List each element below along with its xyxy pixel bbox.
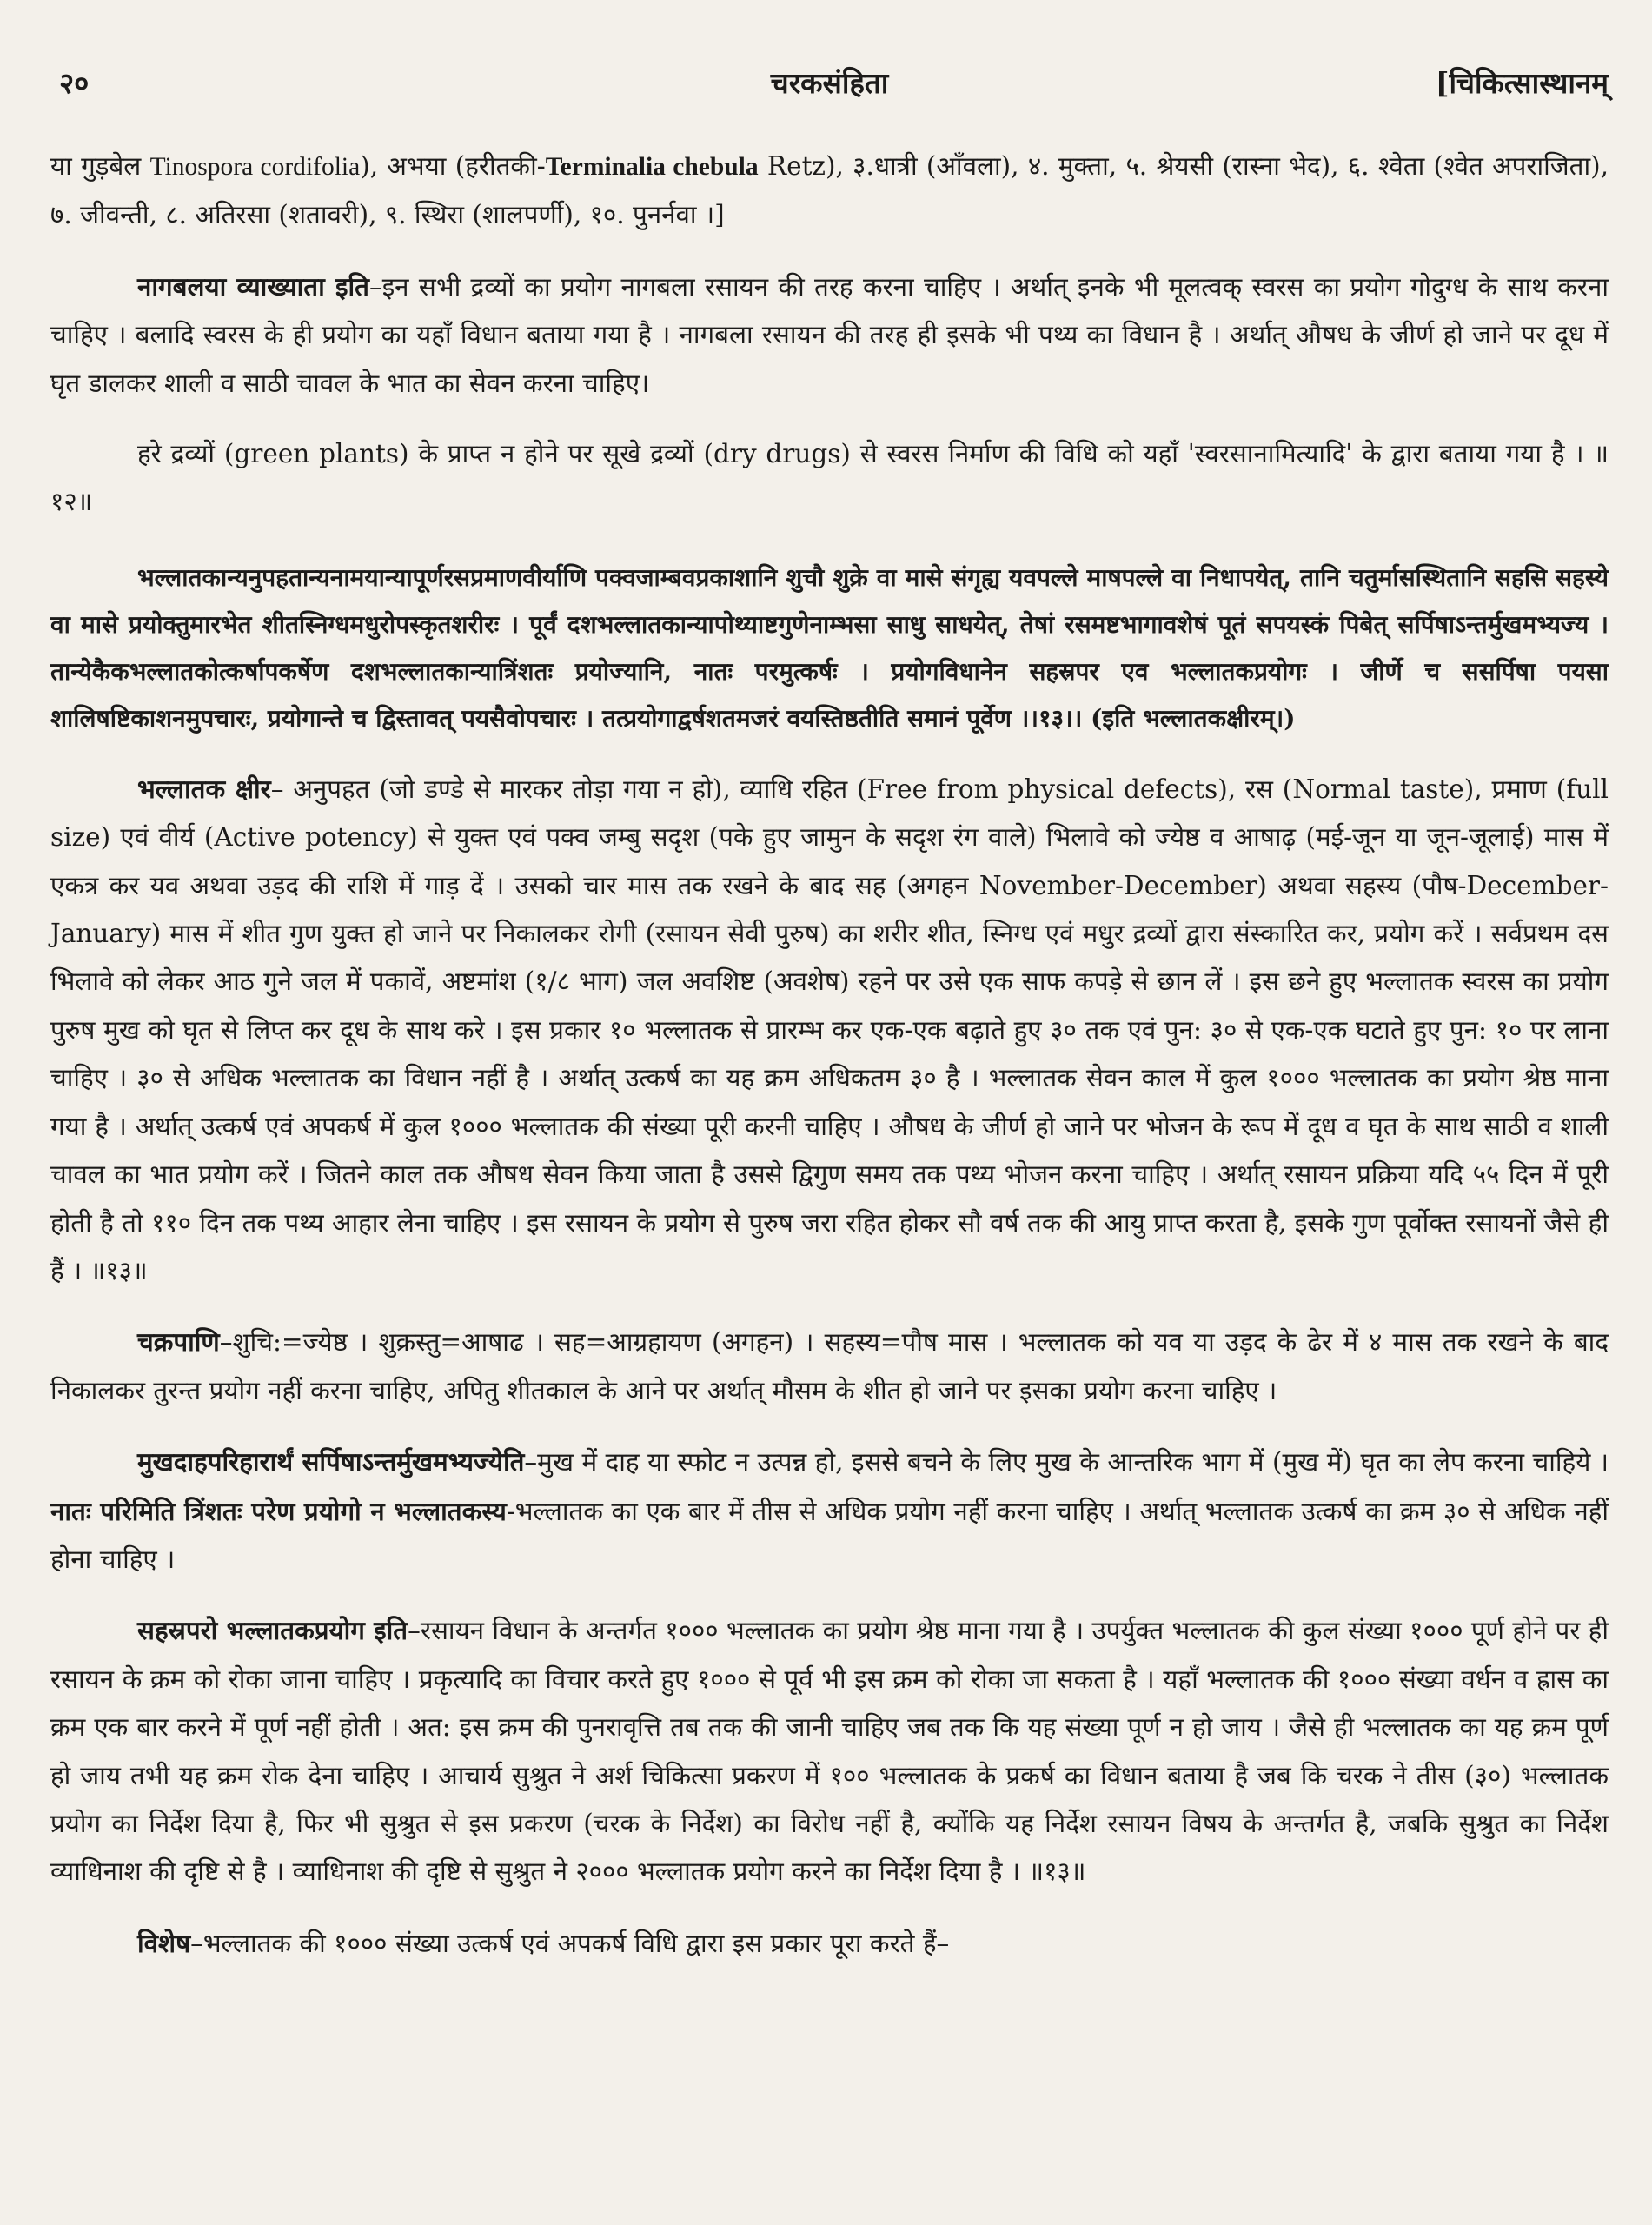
paragraph-bhallataka-kshira: भल्लातक क्षीर– अनुपहत (जो डण्डे से मारकर तोड़ा गया न हो), व्याधि रहित (Free from physical defects), रस (Normal taste), प्रमाण (full size) एवं वीर्य (Active potency) से युक्त एवं पक्व जम्बु सदृश (पके हुए जामुन के सदृश रंग वाले) भिलावे को ज्येष्ठ व आषाढ़ (मई-जून या जून-जूलाई) मास में एकत्र कर यव अथवा उड़द की राशि में गाड़ दें । उसको चार मास तक रखने के बाद सह (अगहन November-December) अथवा सहस्य (पौष-December-January) मास में शीत गुण युक्त हो जाने पर निकालकर रोगी (रसायन सेवी पुरुष) का शरीर शीत, स्निग्ध एवं मधुर द्रव्यों द्वारा संस्कारित कर, प्रयोग करें । सर्वप्रथम दस भिलावे को लेकर आठ गुने जल में पकावें, अष्टमांश (१/८ भाग) जल अवशिष्ट (अवशेष) रहने पर उसे एक साफ कपड़े से छान लें । इस छने हुए भल्लातक स्वरस का प्रयोग पुरुष मुख को घृत से लिप्त कर दूध के साथ करे । इस प्रकार १० भल्लातक से प्रारम्भ कर एक-एक बढ़ाते हुए ३० तक एवं पुन: ३० से एक-एक घटाते हुए पुन: १० पर लाना चाहिए । ३० से अधिक भल्लातक का विधान नहीं है । अर्थात् उत्कर्ष का यह क्रम अधिकतम ३० है । भल्लातक सेवन काल में कुल १००० भल्लातक का प्रयोग श्रेष्ठ माना गया है । अर्थात् उत्कर्ष एवं अपकर्ष में कुल १००० भल्लातक की संख्या पूरी करनी चाहिए । औषध के जीर्ण हो जाने पर भोजन के रूप में दूध व घृत के साथ साठी व शाली चावल का भात प्रयोग करें । जितने काल तक औषध सेवन किया जाता है उससे द्विगुण समय तक पथ्य भोजन करना चाहिए । अर्थात् रसायन प्रक्रिया यदि ५५ दिन में पूरी होती है तो ११० दिन तक पथ्य आहार लेना चाहिए । इस रसायन के प्रयोग से पुरुष जरा रहित होकर सौ वर्ष तक की आयु प्राप्त करता है, इसके गुण पूर्वोक्त रसायनों जैसे ही हैं । ॥१३॥ [50, 773, 1609, 1285]
commentary-heading: विशेष [137, 1927, 191, 1958]
paragraph-nagabala: नागबलया व्याख्याता इति–इन सभी द्रव्यों का प्रयोग नागबला रसायन की तरह करना चाहिए । अर्थात् इनके भी मूलत्वक् स्वरस का प्रयोग गोदुग्ध के साथ करना चाहिए । बलादि स्वरस के ही प्रयोग का यहाँ विधान बताया गया है । नागबला रसायन की तरह ही इसके भी पथ्य का विधान है । अर्थात् औषध के जीर्ण हो जाने पर दूध में घृत डालकर शाली व साठी चावल के भात का सेवन करना चाहिए। [50, 270, 1609, 398]
commentary-heading: नागबलया व्याख्याता इति [137, 270, 369, 302]
page-header [50, 54, 1609, 108]
page-body [50, 143, 1609, 1968]
running-title: चरकसंहिता [770, 66, 889, 100]
paragraph-sahasrapara: सहस्रपरो भल्लातकप्रयोग इति–रसायन विधान के अन्तर्गत १००० भल्लातक का प्रयोग श्रेष्ठ माना गया है । उपर्युक्त भल्लातक की कुल संख्या १००० पूर्ण होने पर ही रसायन के क्रम को रोका जाना चाहिए । प्रकृत्यादि का विचार करते हुए १००० से पूर्व भी इस क्रम को रोका जा सकता है । यहाँ भल्लातक की १००० संख्या वर्धन व ह्रास का क्रम एक बार करने में पूर्ण नहीं होती । अत: इस क्रम की पुनरावृत्ति तब तक की जानी चाहिए जब तक कि यह संख्या पूर्ण न हो जाय । जैसे ही भल्लातक का यह क्रम पूर्ण हो जाय तभी यह क्रम रोक देना चाहिए । आचार्य सुश्रुत ने अर्श चिकित्सा प्रकरण में १०० भल्लातक के प्रकर्ष का विधान बताया है जब कि चरक ने तीस (३०) भल्लातक प्रयोग का निर्देश दिया है, फिर भी सुश्रुत से इस प्रकरण (चरक के निर्देश) का विरोध नहीं है, क्योंकि यह निर्देश रसायन विषय के अन्तर्गत है, जबकि सुश्रुत का निर्देश व्याधिनाश की दृष्टि से है । व्याधिनाश की दृष्टि से सुश्रुत ने २००० भल्लातक प्रयोग करने का निर्देश दिया है । ॥१३॥ [50, 1615, 1609, 1887]
paragraph-mukhadaha: मुखदाहपरिहारार्थं सर्पिषाऽन्तर्मुखमभ्यज्येति–मुख में दाह या स्फोट न उत्पन्न हो, इससे बचने के लिए मुख के आन्तरिक भाग में (मुख में) घृत का लेप करना चाहिये । नातः परिमिति त्रिंशतः परेण प्रयोगो न भल्लातकस्य-भल्लातक का एक बार में तीस से अधिक प्रयोग नहीं करना चाहिए । अर्थात् भल्लातक उत्कर्ष का क्रम ३० से अधिक नहीं होना चाहिए । [50, 1446, 1609, 1574]
paragraph-vishesha: विशेष–भल्लातक की १००० संख्या उत्कर्ष एवं अपकर्ष विधि द्वारा इस प्रकार पूरा करते हैं– [137, 1927, 950, 1958]
commentary-heading: मुखदाहपरिहारार्थं सर्पिषाऽन्तर्मुखमभ्यज्येति [137, 1446, 525, 1478]
botanical-name: Terminalia chebula [545, 153, 759, 181]
page-number: २० [59, 66, 90, 100]
paragraph-green-plants: हरे द्रव्यों (green plants) के प्राप्त न होने पर सूखे द्रव्यों (dry drugs) से स्वरस निर्माण की विधि को यहाँ 'स्वरसानामित्यादि' के द्वारा बताया गया है । ॥१२॥ [50, 439, 1609, 517]
commentary-heading: नातः परिमिति त्रिंशतः परेण प्रयोगो न भल्लातकस्य [50, 1495, 507, 1526]
commentary-heading: सहस्रपरो भल्लातकप्रयोग इति [137, 1615, 408, 1646]
botanical-name: Tinospora cordifolia [149, 153, 361, 181]
paragraph-chakrapani: चक्रपाणि–शुचि:=ज्येष्ठ । शुक्रस्तु=आषाढ । सह=आग्रहायण (अगहन) । सहस्य=पौष मास । भल्लातक को यव या उड़द के ढेर में ४ मास तक रखने के बाद निकालकर तुरन्त प्रयोग नहीं करना चाहिए, अपितु शीतकाल के आने पर अर्थात् मौसम के शीत हो जाने पर इसका प्रयोग करना चाहिए । [50, 1326, 1609, 1405]
sanskrit-verse: भल्लातकान्यनुपहतान्यनामयान्यापूर्णरसप्रमाणवीर्याणि पक्वजाम्बवप्रकाशानि शुचौ शुक्रे वा मासे संगृह्य यवपल्ले माषपल्ले वा निधापयेत्, तानि चतुर्मासस्थितानि सहसि सहस्ये वा मासे प्रयोक्तुमारभेत शीतस्निग्धमधुरोपस्कृतशरीरः । पूर्वं दशभल्लातकान्यापोथ्याष्टगुणेनाम्भसा साधु साधयेत्, तेषां रसमष्टभागावशेषं पूतं सपयस्कं पिबेत् सर्पिषाऽन्तर्मुखमभ्यज्य । तान्येकैकभल्लातकोत्कर्षापकर्षेण दशभल्लातकान्यात्रिंशतः प्रयोज्यानि, नातः परमुत्कर्षः । प्रयोगविधानेन सहस्रपर एव भल्लातकप्रयोगः । जीर्णे च ससर्पिषा पयसा शालिषष्टिकाशनमुपचारः, प्रयोगान्ते च द्विस्तावत् पयसैवोपचारः । तत्प्रयोगाद्वर्षशतमजरं वयस्तिष्ठतीति समानं पूर्वेण ।।१३।। (इति भल्लातकक्षीरम्।) [50, 562, 1609, 733]
paragraph-continued-list: या गुड़बेल Tinospora cordifolia), अभया (हरीतकी-Terminalia chebula Retz), ३.धात्री (आँवला), ४. मुक्ता, ५. श्रेयसी (रास्ना भेद), ६. श्वेता (श्वेत अपराजिता), ७. जीवन्ती, ८. अतिरसा (शतावरी), ९. स्थिरा (शालपर्णी), १०. पुनर्नवा ।] [50, 151, 1609, 230]
section-title: [चिकित्सास्थानम् [1435, 66, 1609, 100]
commentary-heading: चक्रपाणि [137, 1326, 220, 1358]
commentary-heading: भल्लातक क्षीर [137, 773, 271, 804]
